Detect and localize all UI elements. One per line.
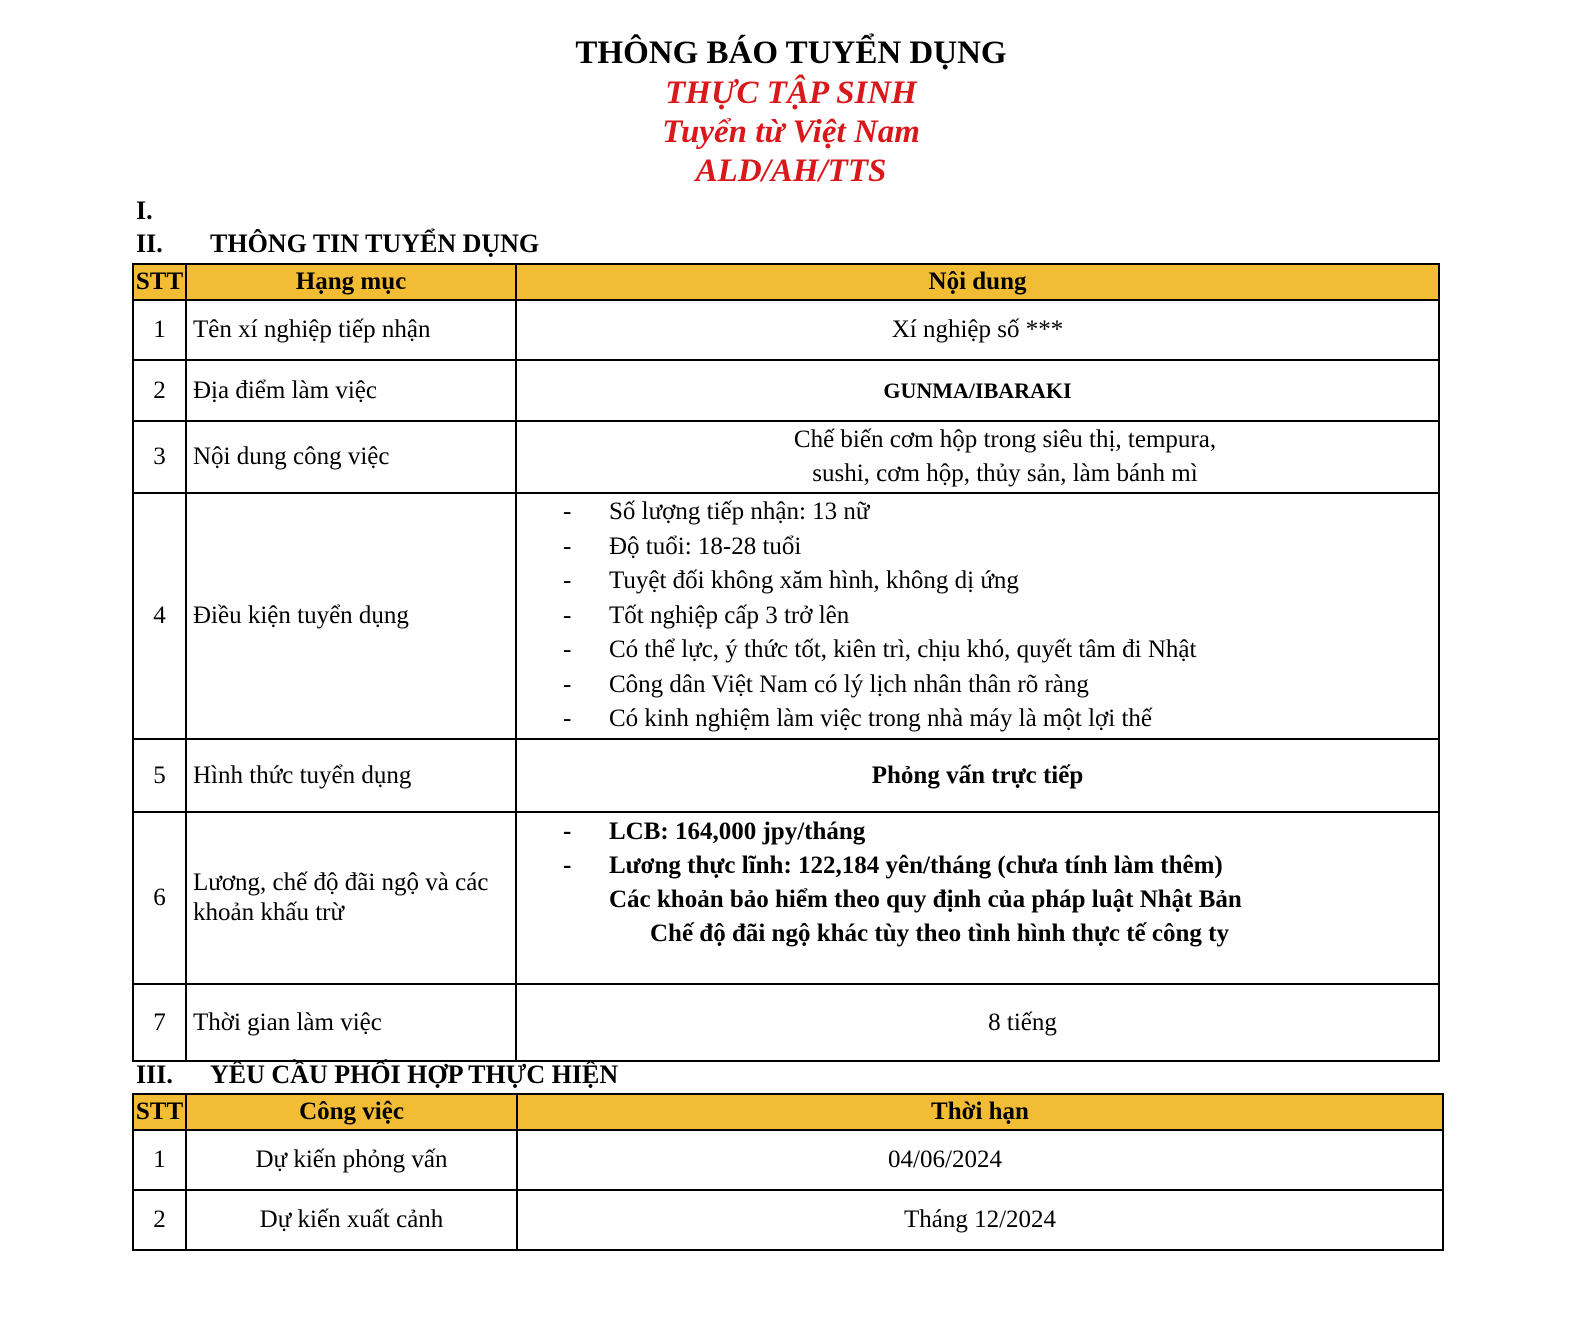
coordination-table [132,1093,1444,1251]
row-category: Nội dung công việc [186,421,516,493]
row-content: GUNMA/IBARAKI [516,360,1439,421]
row-category: Tên xí nghiệp tiếp nhận [186,300,516,360]
table-row [133,1130,1443,1190]
table-row [133,421,1439,493]
table-row [133,360,1439,421]
table-row [133,739,1439,812]
row-content [516,493,1439,739]
requirement-item: - Có kinh nghiệm làm việc trong nhà máy là một lợi thế [517,702,1438,737]
document-subtitle-source: Tuyển từ Việt Nam [662,114,920,150]
row-number: 6 [133,812,186,984]
section-3-number: III. [136,1060,173,1089]
work-content-line-1: Chế biến cơm hộp trong siêu thị, tempura, [793,426,1217,453]
row-content [516,812,1439,984]
row-category: Địa điểm làm việc [186,360,516,421]
header-task: Công việc [186,1094,517,1130]
work-content-line-2: sushi, cơm hộp, thủy sản, làm bánh mì [812,460,1198,487]
row-content [516,421,1439,493]
salary-net: Lương thực lĩnh: 122,184 yên/tháng (chưa tính làm thêm) [609,852,1223,879]
header-deadline: Thời hạn [517,1094,1443,1130]
row-number: 1 [133,300,186,360]
salary-item: - LCB: 164,000 jpy/tháng [563,818,866,845]
salary-basic: LCB: 164,000 jpy/tháng [609,818,866,845]
section-2-title: THÔNG TIN TUYỂN DỤNG [210,229,540,258]
document-subtitle-trainee: THỰC TẬP SINH [665,75,917,111]
salary-insurance: Các khoản bảo hiểm theo quy định của pháp luật Nhật Bản [609,886,1242,913]
section-1-number: I. [136,196,153,225]
header-stt: STT [133,1094,186,1130]
salary-category-line-1: Lương, chế độ đãi ngộ và các [193,869,489,896]
table-row [133,812,1439,984]
row-number: 2 [133,360,186,421]
row-number: 4 [133,493,186,739]
row-number: 3 [133,421,186,493]
row-task: Dự kiến phỏng vấn [186,1130,517,1190]
document-title: THÔNG BÁO TUYỂN DỤNG [575,35,1007,71]
row-deadline: 04/06/2024 [517,1130,1443,1190]
row-content: Phỏng vấn trực tiếp [516,739,1439,812]
requirement-item: - Tuyệt đối không xăm hình, không dị ứng [517,564,1438,599]
document-header [0,32,1582,191]
salary-details [517,815,1438,951]
requirements-list [517,495,1438,737]
table-row [133,493,1439,739]
requirement-item: - Có thể lực, ý thức tốt, kiên trì, chịu khó, quyết tâm đi Nhật [517,633,1438,668]
row-category: Hình thức tuyển dụng [186,739,516,812]
row-category: Thời gian làm việc [186,984,516,1061]
requirement-item: - Số lượng tiếp nhận: 13 nữ [517,495,1438,530]
row-content: 8 tiếng [516,984,1439,1061]
table-row [133,300,1439,360]
row-deadline: Tháng 12/2024 [517,1190,1443,1250]
section-3-title: YÊU CẦU PHỐI HỢP THỰC HIỆN [210,1060,619,1089]
table-header-row [133,264,1439,300]
table-row [133,1190,1443,1250]
row-number: 1 [133,1130,186,1190]
header-content: Nội dung [516,264,1439,300]
salary-item: - Lương thực lĩnh: 122,184 yên/tháng (chưa tính làm thêm) [563,852,1223,879]
document-subtitle-code: ALD/AH/TTS [695,153,887,189]
row-content: Xí nghiệp số *** [516,300,1439,360]
header-stt: STT [133,264,186,300]
table-row [133,984,1439,1061]
row-task: Dự kiến xuất cảnh [186,1190,517,1250]
row-number: 7 [133,984,186,1061]
row-category: Điều kiện tuyển dụng [186,493,516,739]
header-category: Hạng mục [186,264,516,300]
row-number: 5 [133,739,186,812]
requirement-item: - Công dân Việt Nam có lý lịch nhân thân rõ ràng [517,668,1438,703]
section-2-number: II. [136,229,163,258]
salary-benefits: Chế độ đãi ngộ khác tùy theo tình hình thực tế công ty [650,920,1229,947]
recruitment-info-table [132,263,1440,1062]
row-number: 2 [133,1190,186,1250]
row-category [186,812,516,984]
table-header-row [133,1094,1443,1130]
requirement-item: - Tốt nghiệp cấp 3 trở lên [517,599,1438,634]
salary-category-line-2: khoản khấu trừ [193,899,345,926]
requirement-item: - Độ tuổi: 18-28 tuổi [517,530,1438,565]
